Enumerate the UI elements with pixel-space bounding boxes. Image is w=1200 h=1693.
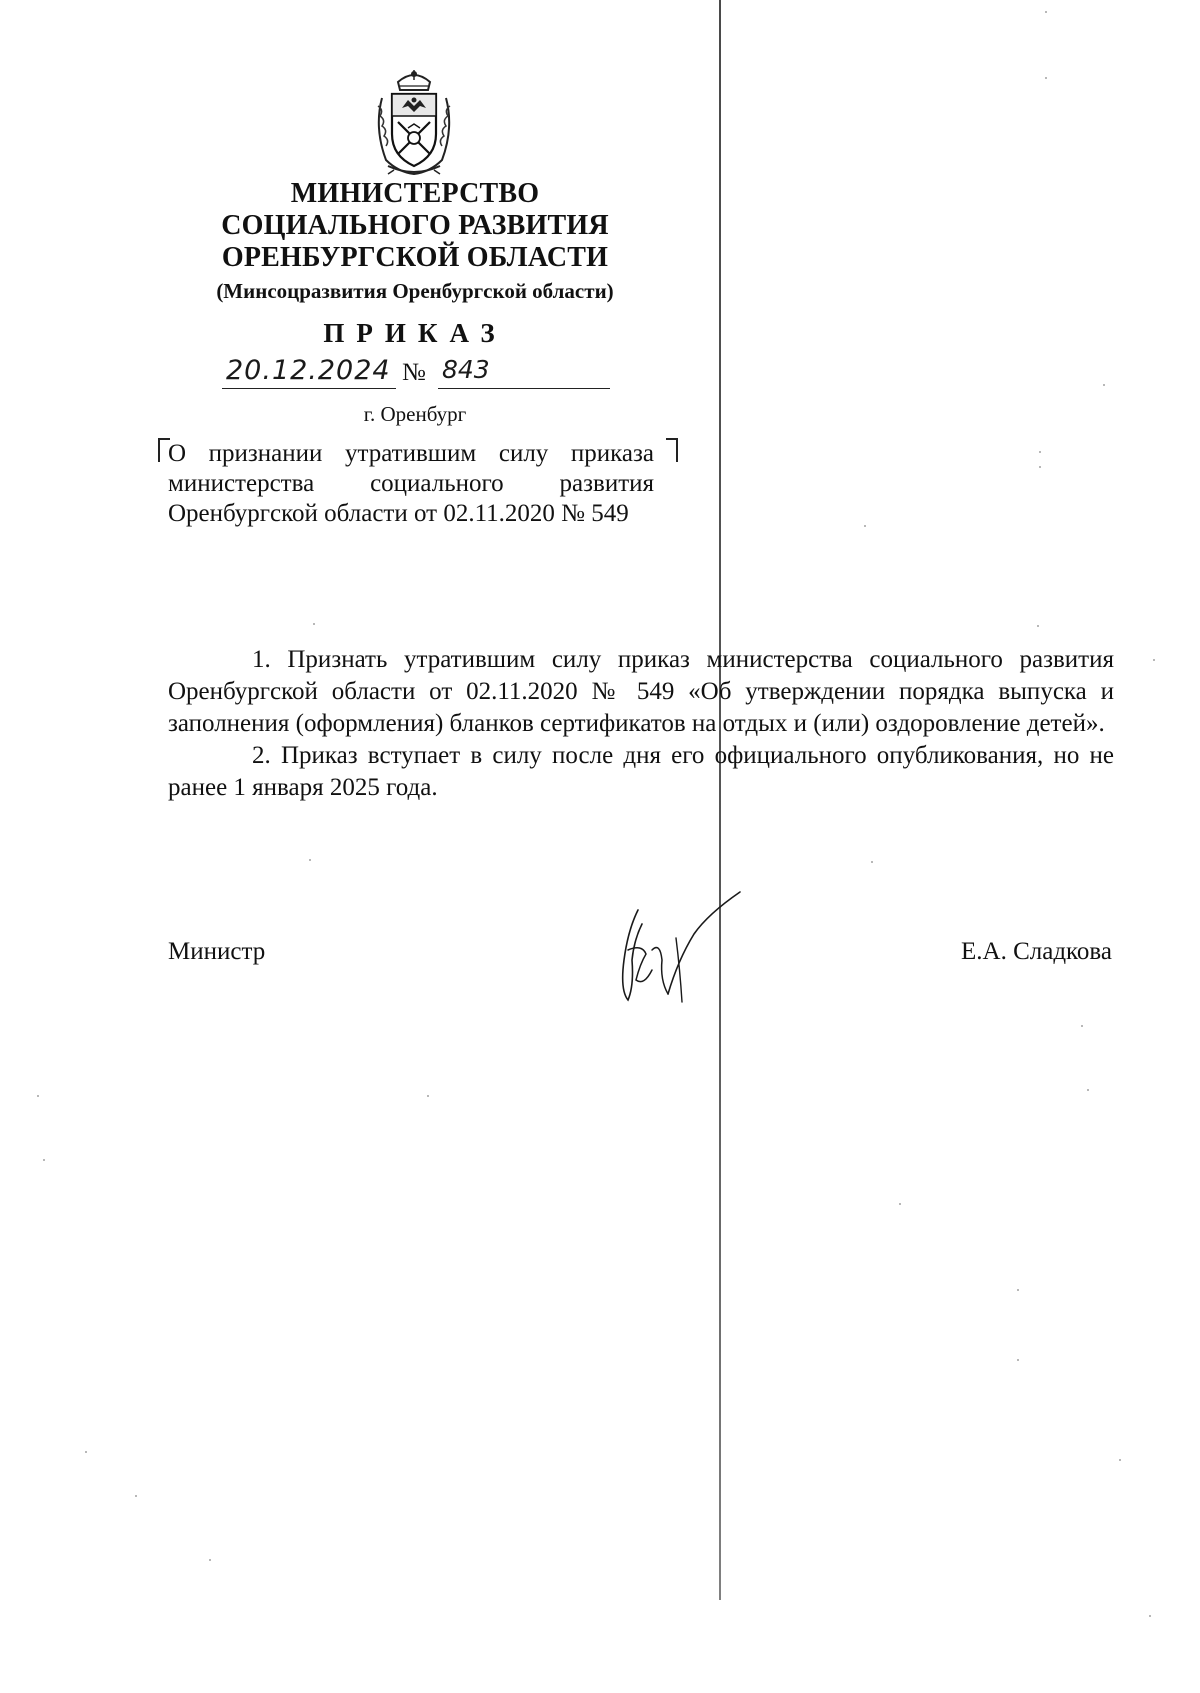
ministry-header (160, 178, 670, 306)
handwritten-number: 843 (442, 355, 490, 384)
signer-name: Е.А. Сладкова (961, 938, 1112, 965)
registration-row (222, 355, 622, 395)
handwritten-signature (598, 890, 748, 1020)
number-sign: № (402, 359, 426, 386)
subject-bracket-right (666, 438, 678, 462)
order-paragraph-2: 2. Приказ вступает в силу после дня его официального опубликования, но не ранее 1 января 2025 года. (168, 742, 1114, 801)
handwritten-date: 20.12.2024 (226, 355, 391, 386)
order-body (168, 644, 1114, 804)
ministry-name-line-1: МИНИСТЕРСТВО (290, 178, 540, 209)
document-type-title: ПРИКАЗ (323, 318, 507, 348)
city-line: г. Оренбург (363, 402, 467, 426)
ministry-short-name: (Минсоцразвития Оренбургской области) (216, 279, 614, 303)
date-underline (222, 388, 396, 389)
order-paragraph-1: 1. Признать утратившим силу приказ министерства социального развития Оренбургской области от 02.11.2020 № 549 «Об утверждении порядка выпуска и заполнения (оформления) бланков сертификатов на отдых и (или) оздоровление детей». (168, 646, 1114, 737)
coat-of-arms-icon (368, 68, 460, 176)
document-subject: О признании утратившим силу приказа министерства социального развития Оренбургской области от 02.11.2020 № 549 (168, 440, 654, 527)
number-underline (438, 388, 610, 389)
ministry-name-line-2: СОЦИАЛЬНОГО РАЗВИТИЯ (221, 210, 609, 241)
ministry-name-line-3: ОРЕНБУРГСКОЙ ОБЛАСТИ (221, 242, 609, 273)
signer-position: Министр (168, 938, 266, 965)
